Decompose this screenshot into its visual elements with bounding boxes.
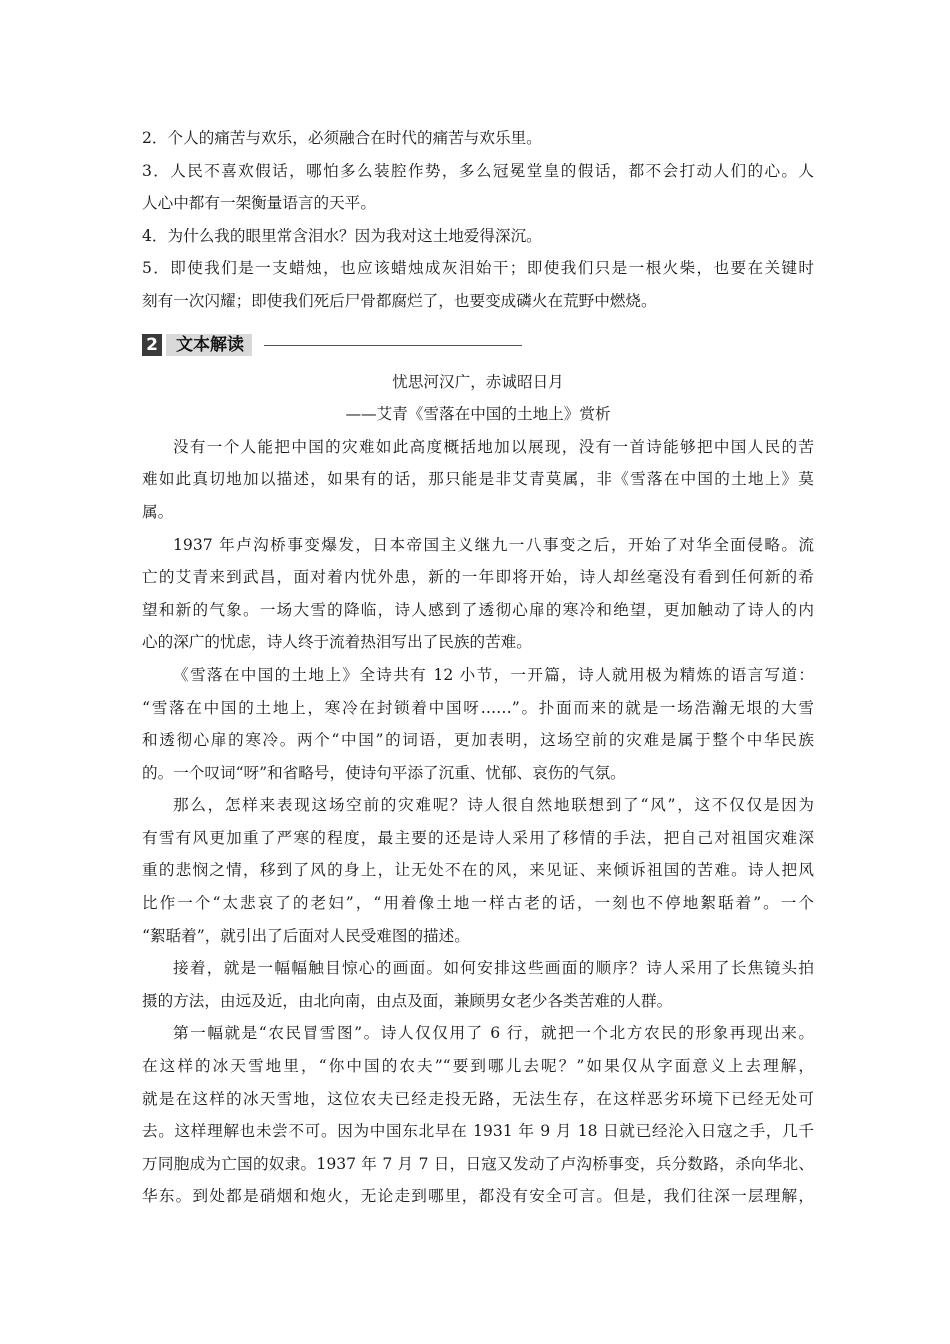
paragraph	[142, 1017, 814, 1213]
text-line: 重的悲悯之情，移到了风的身上，让无处不在的风，来见证、来倾诉祖国的苦难。诗人把风	[142, 861, 814, 880]
text-line: 刻有一次闪耀；即使我们死后尸骨都腐烂了，也要变成磷火在荒野中燃烧。	[142, 291, 657, 310]
text-line: 属。	[142, 502, 174, 521]
text-line: 比作一个“太悲哀了的老妇”，“用着像土地一样古老的话，一刻也不停地絮聒着”。一个	[142, 894, 814, 913]
text-line: 难如此真切地加以描述，如果有的话，那只能是非艾青莫属，非《雪落在中国的土地上》莫	[142, 470, 814, 489]
article-title: 忧思河汉广，赤诚昭日月	[392, 372, 564, 391]
paragraph	[142, 789, 814, 952]
text-line: 和透彻心扉的寒冷。两个“中国”的词语，更加表明，这场空前的灾难是属于整个中华民族	[142, 731, 814, 750]
text-line: 心的深广的忧虑，诗人终于流着热泪写出了民族的苦难。	[142, 633, 532, 652]
text-line: 没有一个人能把中国的灾难如此高度概括地加以展现，没有一首诗能够把中国人民的苦	[173, 437, 814, 456]
page-content	[142, 122, 814, 1213]
text-line: 的。一个叹词“呀”和省略号，使诗句平添了沉重、忧郁、哀伤的气氛。	[142, 763, 626, 782]
section-number-badge: 2	[142, 334, 162, 356]
text-line: 望和新的气象。一场大雪的降临，诗人感到了透彻心扉的寒冷和绝望，更加触动了诗人的内	[142, 600, 814, 619]
text-line: 摄的方法，由远及近，由北向南，由点及面，兼顾男女老少各类苦难的人群。	[142, 991, 673, 1010]
article-body	[142, 431, 814, 1213]
text-line: “絮聒着”，就引出了后面对人民受难图的描述。	[142, 926, 470, 945]
text-line: 1937 年卢沟桥事变爆发，日本帝国主义继九一八事变之后，开始了对华全面侵略。流	[173, 535, 814, 554]
text-line: 3．人民不喜欢假话，哪怕多么装腔作势，多么冠冕堂皇的假话，都不会打动人们的心。人	[142, 161, 814, 180]
quote-list	[142, 122, 814, 318]
article-subtitle: ——艾青《雪落在中国的土地上》赏析	[345, 405, 611, 424]
list-item	[142, 220, 814, 253]
text-line: 接着，就是一幅幅触目惊心的画面。如何安排这些画面的顺序？诗人采用了长焦镜头拍	[173, 959, 814, 978]
text-line: 华东。到处都是硝烟和炮火，无论走到哪里，都没有安全可言。但是，我们往深一层理解，	[142, 1187, 814, 1206]
text-line: 那么，怎样来表现这场空前的灾难呢？诗人很自然地联想到了“风”，这不仅仅是因为	[173, 796, 814, 815]
section-title: 文本解读	[166, 334, 252, 356]
section-header	[142, 322, 814, 366]
text-line: 第一幅就是“农民冒雪图”。诗人仅仅用了 6 行，就把一个北方农民的形象再现出来。	[173, 1024, 814, 1043]
text-line: 2．个人的痛苦与欢乐，必须融合在时代的痛苦与欢乐里。	[142, 129, 542, 147]
text-line: 5．即使我们是一支蜡烛，也应该蜡烛成灰泪始干；即使我们只是一根火柴，也要在关键时	[142, 259, 814, 278]
text-line: 4．为什么我的眼里常含泪水？因为我对这土地爱得深沉。	[142, 226, 542, 245]
text-line: 人心中都有一架衡量语言的天平。	[142, 194, 376, 213]
list-item	[142, 122, 814, 155]
section-divider	[264, 345, 522, 346]
paragraph	[142, 431, 814, 529]
list-item	[142, 252, 814, 317]
article-heading	[142, 366, 814, 431]
text-line: 就是在这样的冰天雪地，这位农夫已经走投无路，无法生存，在这样恶劣环境下已经无处可	[142, 1089, 814, 1108]
text-line: 在这样的冰天雪地里，“你中国的农夫”“要到哪儿去呢？”如果仅从字面意义上去理解，	[142, 1057, 814, 1076]
text-line: 《雪落在中国的土地上》全诗共有 12 小节，一开篇，诗人就用极为精炼的语言写道：	[173, 665, 814, 684]
text-line: 有雪有风更加重了严寒的程度，最主要的还是诗人采用了移情的手法，把自己对祖国灾难深	[142, 828, 814, 847]
paragraph	[142, 659, 814, 789]
text-line: “雪落在中国的土地上，寒冷在封锁着中国呀……”。扑面而来的就是一场浩瀚无垠的大雪	[142, 698, 814, 717]
paragraph	[142, 529, 814, 659]
text-line: 去。这样理解也未尝不可。因为中国东北早在 1931 年 9 月 18 日就已经沦入日寇之手，几千	[142, 1122, 814, 1141]
text-line: 万同胞成为亡国的奴隶。1937 年 7 月 7 日，日寇又发动了卢沟桥事变，兵分数路，杀向华北、	[142, 1154, 814, 1173]
text-line: 亡的艾青来到武昌，面对着内忧外患，新的一年即将开始，诗人却丝毫没有看到任何新的希	[142, 568, 814, 587]
list-item	[142, 155, 814, 220]
paragraph	[142, 952, 814, 1017]
